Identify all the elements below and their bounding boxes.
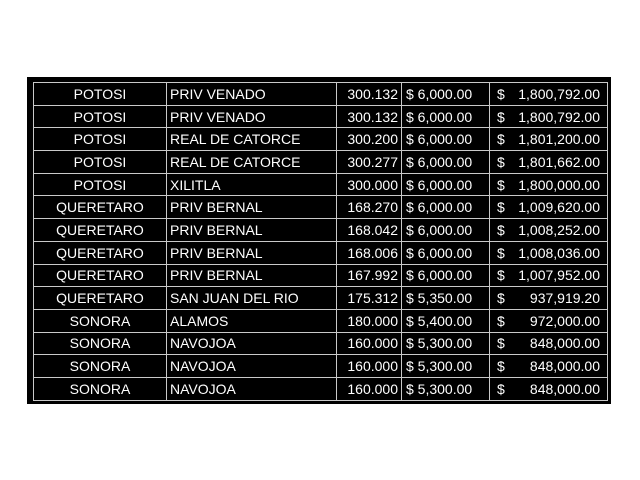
price-cell: $ 6,000.00 bbox=[402, 196, 490, 219]
total-currency-symbol: $ bbox=[497, 358, 505, 375]
total-amount: 972,000.00 bbox=[529, 312, 600, 329]
price-cell: $ 6,000.00 bbox=[402, 264, 490, 287]
quantity-cell: 168.270 bbox=[337, 196, 402, 219]
quantity-cell: 300.000 bbox=[337, 173, 402, 196]
total-cell bbox=[490, 377, 608, 400]
total-cell bbox=[490, 219, 608, 242]
total-currency-symbol: $ bbox=[497, 131, 505, 148]
total-currency-symbol: $ bbox=[497, 153, 505, 170]
price-cell: $ 6,000.00 bbox=[402, 151, 490, 174]
table-row bbox=[34, 219, 608, 242]
quantity-cell: 167.992 bbox=[337, 264, 402, 287]
total-cell bbox=[490, 173, 608, 196]
price-cell: $ 6,000.00 bbox=[402, 83, 490, 106]
place-cell: NAVOJOA bbox=[167, 332, 337, 355]
place-cell: PRIV BERNAL bbox=[167, 241, 337, 264]
quantity-cell: 160.000 bbox=[337, 355, 402, 378]
place-cell: PRIV BERNAL bbox=[167, 196, 337, 219]
place-cell: REAL DE CATORCE bbox=[167, 151, 337, 174]
state-cell: SONORA bbox=[34, 332, 167, 355]
quantity-cell: 300.132 bbox=[337, 83, 402, 106]
table-body bbox=[34, 83, 608, 401]
data-table bbox=[33, 82, 608, 401]
state-cell: POTOSI bbox=[34, 151, 167, 174]
table-row bbox=[34, 128, 608, 151]
state-cell: SONORA bbox=[34, 377, 167, 400]
total-amount: 1,800,792.00 bbox=[518, 85, 600, 102]
total-currency-symbol: $ bbox=[497, 176, 505, 193]
table-row bbox=[34, 83, 608, 106]
quantity-cell: 175.312 bbox=[337, 287, 402, 310]
total-amount: 1,007,952.00 bbox=[518, 267, 600, 284]
price-cell: $ 6,000.00 bbox=[402, 219, 490, 242]
price-cell: $ 5,300.00 bbox=[402, 332, 490, 355]
total-cell bbox=[490, 83, 608, 106]
state-cell: QUERETARO bbox=[34, 196, 167, 219]
price-cell: $ 5,300.00 bbox=[402, 355, 490, 378]
total-cell bbox=[490, 355, 608, 378]
table-row bbox=[34, 241, 608, 264]
state-cell: POTOSI bbox=[34, 128, 167, 151]
total-cell bbox=[490, 196, 608, 219]
state-cell: QUERETARO bbox=[34, 264, 167, 287]
price-cell: $ 6,000.00 bbox=[402, 241, 490, 264]
total-amount: 848,000.00 bbox=[529, 358, 600, 375]
quantity-cell: 180.000 bbox=[337, 309, 402, 332]
total-amount: 1,800,000.00 bbox=[518, 176, 600, 193]
table-row bbox=[34, 173, 608, 196]
state-cell: QUERETARO bbox=[34, 287, 167, 310]
total-amount: 848,000.00 bbox=[529, 380, 600, 397]
place-cell: NAVOJOA bbox=[167, 355, 337, 378]
table-row bbox=[34, 105, 608, 128]
total-amount: 1,801,662.00 bbox=[518, 153, 600, 170]
place-cell: PRIV VENADO bbox=[167, 105, 337, 128]
price-cell: $ 6,000.00 bbox=[402, 173, 490, 196]
place-cell: SAN JUAN DEL RIO bbox=[167, 287, 337, 310]
table-row bbox=[34, 377, 608, 400]
place-cell: ALAMOS bbox=[167, 309, 337, 332]
total-currency-symbol: $ bbox=[497, 267, 505, 284]
quantity-cell: 160.000 bbox=[337, 332, 402, 355]
state-cell: QUERETARO bbox=[34, 241, 167, 264]
total-currency-symbol: $ bbox=[497, 221, 505, 238]
place-cell: PRIV BERNAL bbox=[167, 219, 337, 242]
state-cell: POTOSI bbox=[34, 83, 167, 106]
total-currency-symbol: $ bbox=[497, 244, 505, 261]
state-cell: SONORA bbox=[34, 355, 167, 378]
price-cell: $ 6,000.00 bbox=[402, 105, 490, 128]
table-row bbox=[34, 287, 608, 310]
total-amount: 1,801,200.00 bbox=[518, 131, 600, 148]
table-row bbox=[34, 332, 608, 355]
total-currency-symbol: $ bbox=[497, 199, 505, 216]
place-cell: NAVOJOA bbox=[167, 377, 337, 400]
total-currency-symbol: $ bbox=[497, 335, 505, 352]
place-cell: PRIV BERNAL bbox=[167, 264, 337, 287]
table-row bbox=[34, 151, 608, 174]
table-row bbox=[34, 309, 608, 332]
total-cell bbox=[490, 309, 608, 332]
table-row bbox=[34, 355, 608, 378]
total-amount: 1,008,036.00 bbox=[518, 244, 600, 261]
quantity-cell: 300.277 bbox=[337, 151, 402, 174]
total-amount: 1,800,792.00 bbox=[518, 108, 600, 125]
total-amount: 1,009,620.00 bbox=[518, 199, 600, 216]
total-currency-symbol: $ bbox=[497, 290, 505, 307]
spreadsheet-table-image bbox=[27, 77, 611, 404]
total-currency-symbol: $ bbox=[497, 312, 505, 329]
quantity-cell: 168.006 bbox=[337, 241, 402, 264]
total-amount: 937,919.20 bbox=[529, 290, 600, 307]
quantity-cell: 300.200 bbox=[337, 128, 402, 151]
total-amount: 848,000.00 bbox=[529, 335, 600, 352]
state-cell: POTOSI bbox=[34, 173, 167, 196]
place-cell: XILITLA bbox=[167, 173, 337, 196]
state-cell: SONORA bbox=[34, 309, 167, 332]
total-currency-symbol: $ bbox=[497, 108, 505, 125]
price-cell: $ 6,000.00 bbox=[402, 128, 490, 151]
place-cell: PRIV VENADO bbox=[167, 83, 337, 106]
total-currency-symbol: $ bbox=[497, 85, 505, 102]
quantity-cell: 160.000 bbox=[337, 377, 402, 400]
total-cell bbox=[490, 332, 608, 355]
total-cell bbox=[490, 151, 608, 174]
total-currency-symbol: $ bbox=[497, 380, 505, 397]
price-cell: $ 5,350.00 bbox=[402, 287, 490, 310]
price-cell: $ 5,300.00 bbox=[402, 377, 490, 400]
price-cell: $ 5,400.00 bbox=[402, 309, 490, 332]
total-cell bbox=[490, 287, 608, 310]
total-cell bbox=[490, 105, 608, 128]
place-cell: REAL DE CATORCE bbox=[167, 128, 337, 151]
quantity-cell: 168.042 bbox=[337, 219, 402, 242]
total-cell bbox=[490, 241, 608, 264]
state-cell: QUERETARO bbox=[34, 219, 167, 242]
total-amount: 1,008,252.00 bbox=[518, 221, 600, 238]
total-cell bbox=[490, 264, 608, 287]
table-row bbox=[34, 196, 608, 219]
total-cell bbox=[490, 128, 608, 151]
state-cell: POTOSI bbox=[34, 105, 167, 128]
table-row bbox=[34, 264, 608, 287]
quantity-cell: 300.132 bbox=[337, 105, 402, 128]
